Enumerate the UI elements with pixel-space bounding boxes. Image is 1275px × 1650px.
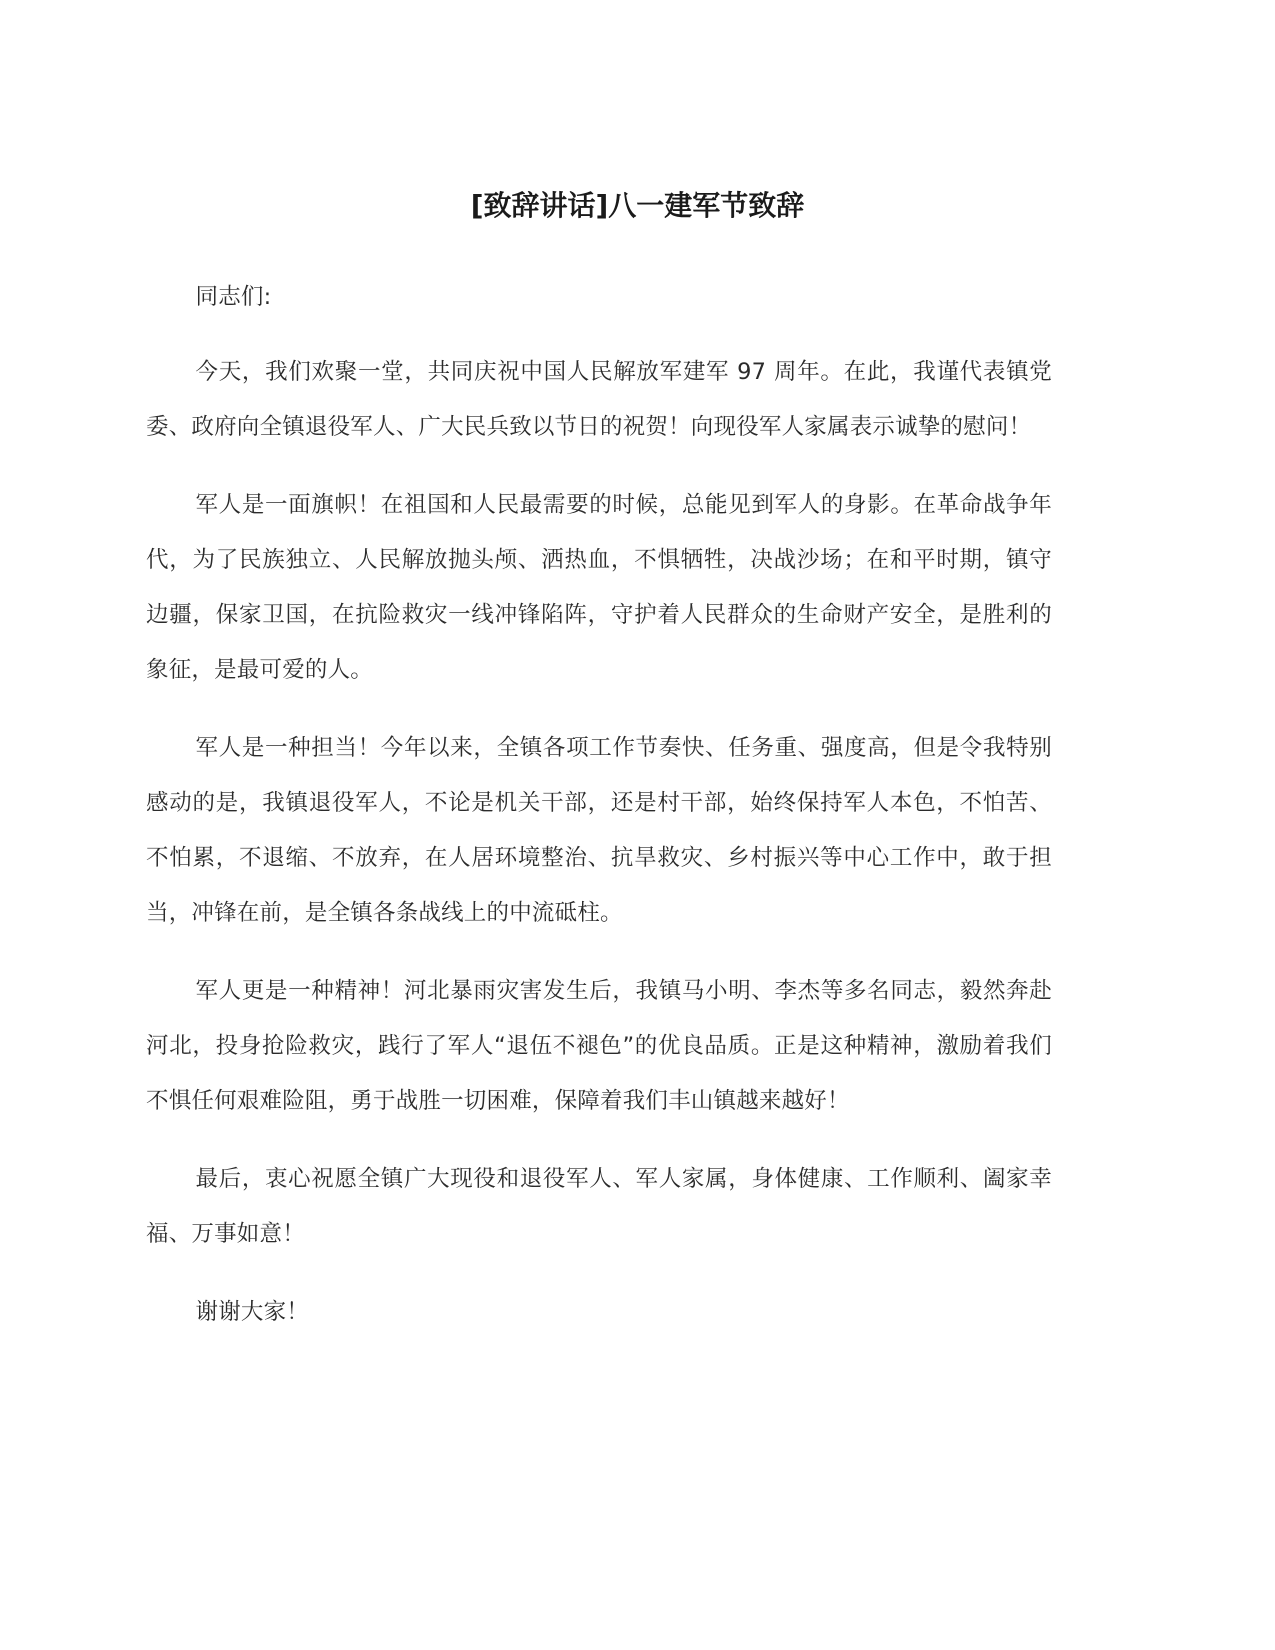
thanks-paragraph: 谢谢大家！ [195,1299,310,1325]
opening-paragraph: 今天，我们欢聚一堂，共同庆祝中国人民解放军建军 97 周年。在此，我谨代表镇党委、政府向全镇退役军人、广大民兵致以节日的祝贺！向现役军人家属表示诚挚的慰问！ [146,359,1052,440]
wishes-paragraph: 最后，衷心祝愿全镇广大现役和退役军人、军人家属，身体健康、工作顺利、阖家幸福、万事如意！ [146,1166,1052,1247]
spirit-paragraph: 军人更是一种精神！河北暴雨灾害发生后，我镇马小明、李杰等多名同志，毅然奔赴河北，投身抢险救灾，践行了军人“退伍不褪色”的优良品质。正是这种精神，激励着我们不惧任何艰难险阻，勇于战胜一切困难，保障着我们丰山镇越来越好！ [146,978,1052,1114]
document-title: [致辞讲话]八一建军节致辞 [470,189,805,222]
flag-paragraph: 军人是一面旗帜！在祖国和人民最需要的时候，总能见到军人的身影。在革命战争年代，为了民族独立、人民解放抛头颅、洒热血，不惧牺牲，决战沙场；在和平时期，镇守边疆，保家卫国，在抗险救灾一线冲锋陷阵，守护着人民群众的生命财产安全，是胜利的象征，是最可爱的人。 [146,492,1052,683]
salutation-paragraph: 同志们: [195,284,272,310]
responsibility-paragraph: 军人是一种担当！今年以来，全镇各项工作节奏快、任务重、强度高，但是令我特别感动的是，我镇退役军人，不论是机关干部，还是村干部，始终保持军人本色，不怕苦、不怕累，不退缩、不放弃，在人居环境整治、抗旱救灾、乡村振兴等中心工作中，敢于担当，冲锋在前，是全镇各条战线上的中流砥柱。 [146,735,1052,926]
document-body [146,270,1052,1363]
